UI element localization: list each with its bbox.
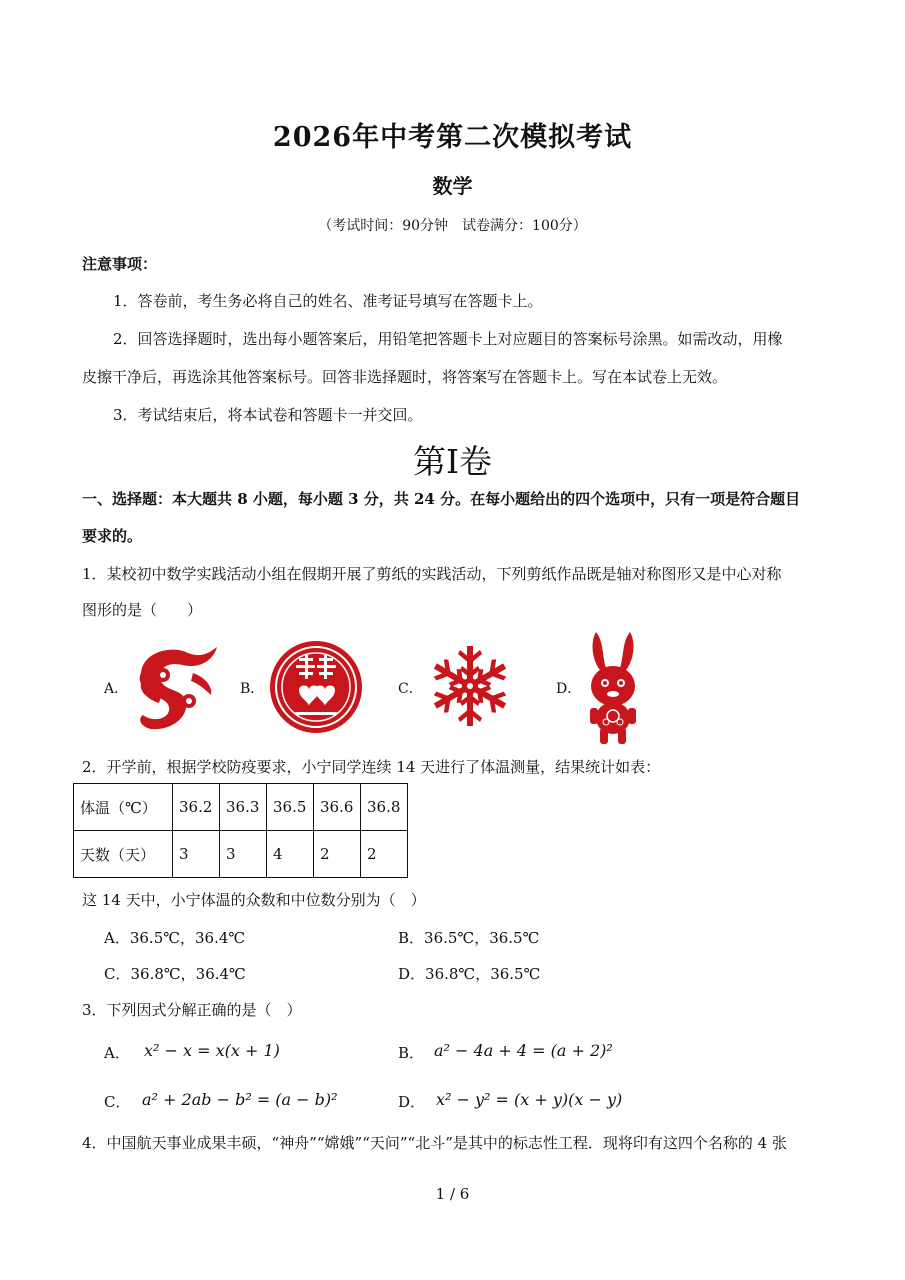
q2-option-b: B．36.5℃，36.5℃: [398, 929, 540, 947]
temperature-table: [73, 783, 408, 878]
part1-instructions-line-1: 一、选择题：本大题共 8 小题，每小题 3 分，共 24 分。在每小题给出的四个选项中，只有一项是符合题目: [82, 490, 801, 508]
volume-heading: 第Ⅰ卷: [412, 442, 493, 481]
exam-title: 2026年中考第二次模拟考试: [272, 122, 633, 153]
table-cell: 36.3: [220, 784, 267, 831]
table-cell: 2: [314, 831, 361, 878]
q2-option-a: A．36.5℃，36.4℃: [104, 929, 246, 947]
papercut-rabbit-image: [582, 628, 644, 746]
q3-option-b-label: B．: [398, 1044, 425, 1062]
q3-option-c-label: C．: [104, 1093, 131, 1111]
papercut-snowflake-image: [428, 644, 512, 728]
notes-heading: 注意事项：: [82, 255, 158, 273]
part1-instructions-line-2: 要求的。: [82, 527, 143, 545]
q2-option-d: D．36.8℃，36.5℃: [398, 965, 541, 983]
q3-option-d-label: D．: [398, 1093, 426, 1111]
table-cell: 天数（天）: [74, 831, 173, 878]
q1-stem-line-2: 图形的是（ ）: [82, 601, 203, 619]
table-cell: 36.8: [361, 784, 408, 831]
q2-stem: 2．开学前，根据学校防疫要求，小宁同学连续 14 天进行了体温测量，结果统计如表：: [82, 758, 661, 776]
table-cell: 3: [173, 831, 220, 878]
notes-item-2-line-2: 皮擦干净后，再选涂其他答案标号。回答非选择题时，将答案写在答题卡上。写在本试卷上无效。: [82, 368, 728, 386]
q1-option-a-label: A．: [104, 681, 129, 697]
q1-option-c-label: C．: [398, 681, 423, 697]
q4-stem-line-1: 4．中国航天事业成果丰硕，“神舟”“嫦娥”“天问”“北斗”是其中的标志性工程．现将印有这四个名称的 4 张: [82, 1134, 787, 1152]
q3-option-a-label: A．: [104, 1044, 130, 1062]
q3-option-a-expression: x² − x = x(x + 1): [144, 1041, 280, 1060]
exam-info: （考试时间：90分钟 试卷满分：100分）: [318, 218, 587, 234]
notes-item-1: 1．答卷前，考生务必将自己的姓名、准考证号填写在答题卡上。: [113, 292, 543, 310]
papercut-double-happiness-image: [269, 640, 363, 734]
table-cell: 36.6: [314, 784, 361, 831]
table-cell: 2: [361, 831, 408, 878]
q2-option-c: C．36.8℃，36.4℃: [104, 965, 246, 983]
table-cell: 4: [267, 831, 314, 878]
exam-subject: 数学: [432, 174, 473, 198]
table-cell: 36.2: [173, 784, 220, 831]
q3-option-c-expression: a² + 2ab − b² = (a − b)²: [142, 1090, 338, 1109]
table-cell: 3: [220, 831, 267, 878]
q3-option-b-expression: a² − 4a + 4 = (a + 2)²: [434, 1041, 613, 1060]
q3-option-d-expression: x² − y² = (x + y)(x − y): [436, 1090, 623, 1109]
q1-stem-line-1: 1．某校初中数学实践活动小组在假期开展了剪纸的实践活动，下列剪纸作品既是轴对称图形又是中心对称: [82, 565, 782, 583]
table-cell: 36.5: [267, 784, 314, 831]
q3-stem: 3．下列因式分解正确的是（ ）: [82, 1001, 302, 1019]
table-cell: 体温（℃）: [74, 784, 173, 831]
table-row: [74, 784, 408, 831]
notes-item-2-line-1: 2．回答选择题时，选出每小题答案后，用铅笔把答题卡上对应题目的答案标号涂黑。如需改动，用橡: [113, 330, 783, 348]
q2-question: 这 14 天中，小宁体温的众数和中位数分别为（ ）: [82, 891, 426, 909]
table-row: [74, 831, 408, 878]
notes-item-3: 3．考试结束后，将本试卷和答题卡一并交回。: [113, 406, 423, 424]
q1-option-d-label: D．: [556, 681, 582, 697]
page-number: 1 / 6: [435, 1185, 470, 1203]
papercut-phoenix-image: [133, 643, 219, 733]
q1-option-b-label: B．: [240, 681, 265, 697]
